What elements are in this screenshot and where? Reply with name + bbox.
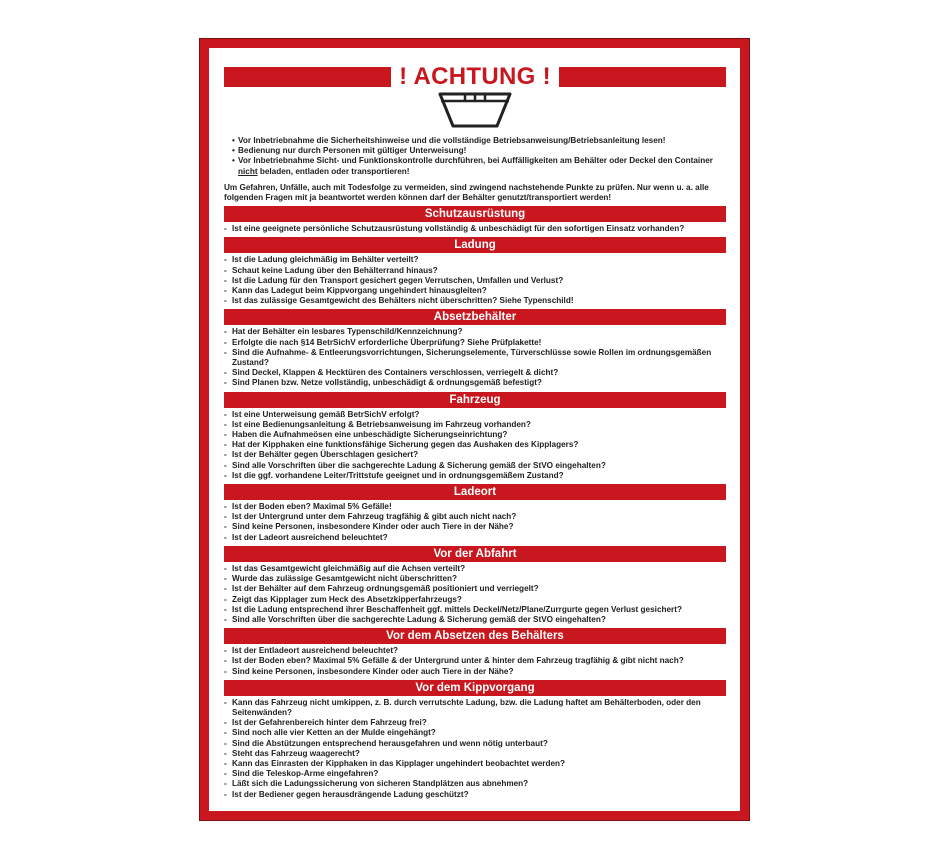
intro-bullet: • Vor Inbetriebnahme die Sicherheitshinweise und die vollständige Betriebsanweisung/Betriebsanleitung lesen! <box>232 136 726 146</box>
check-item: - Ist die ggf. vorhandene Leiter/Trittstufe geeignet und in ordnungsgemäßem Zustand? <box>224 471 726 481</box>
check-item: - Ist das zulässige Gesamtgewicht des Behälters nicht überschritten? Siehe Typenschild! <box>224 296 726 306</box>
section <box>224 546 726 625</box>
sign-content <box>224 63 726 800</box>
skip-container-icon <box>224 90 726 132</box>
check-item: - Sind Planen bzw. Netze vollständig, unbeschädigt & ordnungsgemäß befestigt? <box>224 378 726 388</box>
check-item: - Sind noch alle vier Ketten an der Mulde eingehängt? <box>224 728 726 738</box>
intro-bullets <box>224 136 726 177</box>
check-item: - Ist der Bediener gegen herausdrängende Ladung geschützt? <box>224 790 726 800</box>
check-item: - Ist der Untergrund unter dem Fahrzeug tragfähig & gibt auch nicht nach? <box>224 512 726 522</box>
check-item: - Sind die Abstützungen entsprechend herausgefahren und wenn nötig unterbaut? <box>224 739 726 749</box>
intro-bullet: • Bedienung nur durch Personen mit gültiger Unterweisung! <box>232 146 726 156</box>
section-heading: Vor der Abfahrt <box>224 546 726 562</box>
check-item: - Ist der Behälter gegen Überschlagen gesichert? <box>224 450 726 460</box>
check-item: - Ist der Ladeort ausreichend beleuchtet? <box>224 533 726 543</box>
check-sections <box>224 206 726 800</box>
section <box>224 392 726 481</box>
check-item: - Ist der Behälter auf dem Fahrzeug ordnungsgemäß positioniert und verriegelt? <box>224 584 726 594</box>
section-items <box>224 646 726 677</box>
section-heading: Vor dem Kippvorgang <box>224 680 726 696</box>
check-item: - Sind Deckel, Klappen & Hecktüren des Containers verschlossen, verriegelt & dicht? <box>224 368 726 378</box>
check-item: - Ist der Boden eben? Maximal 5% Gefälle & der Untergrund unter & hinter dem Fahrzeug tragfähig & gibt nicht nach? <box>224 656 726 666</box>
check-item: - Ist die Ladung für den Transport gesichert gegen Verrutschen, Umfallen und Verlust? <box>224 276 726 286</box>
section-items <box>224 698 726 800</box>
check-item: - Sind alle Vorschriften über die sachgerechte Ladung & Sicherung gemäß der StVO eingehalten? <box>224 615 726 625</box>
check-item: - Ist der Boden eben? Maximal 5% Gefälle! <box>224 502 726 512</box>
section-items <box>224 410 726 481</box>
section-heading: Vor dem Absetzen des Behälters <box>224 628 726 644</box>
check-item: - Ist der Gefahrenbereich hinter dem Fahrzeug frei? <box>224 718 726 728</box>
check-item: - Ist die Ladung entsprechend ihrer Beschaffenheit ggf. mittels Deckel/Netz/Plane/Zurrgurte gegen Verlust gesichert? <box>224 605 726 615</box>
intro-block <box>224 136 726 203</box>
section <box>224 484 726 543</box>
title-bar-right <box>559 67 726 87</box>
section-items <box>224 255 726 306</box>
sign-panel <box>209 48 740 811</box>
check-item: - Ist eine geeignete persönliche Schutzausrüstung vollständig & unbeschädigt für den sofortigen Einsatz vorhanden? <box>224 224 726 234</box>
check-item: - Läßt sich die Ladungssicherung von sicheren Standplätzen aus abnehmen? <box>224 779 726 789</box>
sign-title: ! ACHTUNG ! <box>399 63 551 90</box>
section-items <box>224 327 726 388</box>
section-items <box>224 502 726 543</box>
section <box>224 309 726 388</box>
emphasis-nicht: nicht <box>238 166 258 176</box>
section <box>224 680 726 800</box>
check-item: - Zeigt das Kipplager zum Heck des Absetzkipperfahrzeugs? <box>224 595 726 605</box>
intro-bullet: • Vor Inbetriebnahme Sicht- und Funktionskontrolle durchführen, bei Auffälligkeiten am Behälter oder Deckel den Container nicht beladen, entladen oder transportieren! <box>232 156 726 176</box>
intro-warning: Um Gefahren, Unfälle, auch mit Todesfolge zu vermeiden, sind zwingend nachstehende Punkte zu prüfen. Nur wenn u. a. alle folgenden Fragen mit ja beantwortet werden können darf der Behälter genutzt/transportiert werden! <box>224 182 709 203</box>
section <box>224 628 726 677</box>
check-item: - Wurde das zulässige Gesamtgewicht nicht überschritten? <box>224 574 726 584</box>
title-row <box>224 63 726 90</box>
section-items <box>224 564 726 625</box>
check-item: - Sind keine Personen, insbesondere Kinder oder auch Tiere in der Nähe? <box>224 522 726 532</box>
section-heading: Absetzbehälter <box>224 309 726 325</box>
check-item: - Schaut keine Ladung über den Behälterrand hinaus? <box>224 266 726 276</box>
check-item: - Ist eine Bedienungsanleitung & Betriebsanweisung im Fahrzeug vorhanden? <box>224 420 726 430</box>
check-item: - Sind keine Personen, insbesondere Kinder oder auch Tiere in der Nähe? <box>224 667 726 677</box>
check-item: - Erfolgte die nach §14 BetrSichV erforderliche Überprüfung? Siehe Prüfplakette! <box>224 338 726 348</box>
check-item: - Ist eine Unterweisung gemäß BetrSichV erfolgt? <box>224 410 726 420</box>
section-heading: Ladeort <box>224 484 726 500</box>
check-item: - Ist die Ladung gleichmäßig im Behälter verteilt? <box>224 255 726 265</box>
check-item: - Hat der Kipphaken eine funktionsfähige Sicherung gegen das Aushaken des Kipplagers? <box>224 440 726 450</box>
section <box>224 237 726 306</box>
check-item: - Kann das Ladegut beim Kippvorgang ungehindert hinausgleiten? <box>224 286 726 296</box>
check-item: - Kann das Fahrzeug nicht umkippen, z. B. durch verrutschte Ladung, bzw. die Ladung haftet am Behälterboden, oder den Seitenwänden? <box>224 698 726 718</box>
section-heading: Ladung <box>224 237 726 253</box>
check-item: - Sind alle Vorschriften über die sachgerechte Ladung & Sicherung gemäß der StVO eingehalten? <box>224 461 726 471</box>
section-heading: Schutzausrüstung <box>224 206 726 222</box>
check-item: - Sind die Teleskop-Arme eingefahren? <box>224 769 726 779</box>
section-heading: Fahrzeug <box>224 392 726 408</box>
check-item: - Hat der Behälter ein lesbares Typenschild/Kennzeichnung? <box>224 327 726 337</box>
warning-sign <box>199 38 750 821</box>
check-item: - Haben die Aufnahmeösen eine unbeschädigte Sicherungseinrichtung? <box>224 430 726 440</box>
section-items <box>224 224 726 234</box>
title-bar-left <box>224 67 391 87</box>
check-item: - Ist der Entladeort ausreichend beleuchtet? <box>224 646 726 656</box>
check-item: - Kann das Einrasten der Kipphaken in das Kipplager ungehindert beobachtet werden? <box>224 759 726 769</box>
check-item: - Steht das Fahrzeug waagerecht? <box>224 749 726 759</box>
check-item: - Ist das Gesamtgewicht gleichmäßig auf die Achsen verteilt? <box>224 564 726 574</box>
section <box>224 206 726 234</box>
check-item: - Sind die Aufnahme- & Entleerungsvorrichtungen, Sicherungselemente, Türverschlüsse sowie Rollen im ordnungsgemäßen Zustand? <box>224 348 726 368</box>
